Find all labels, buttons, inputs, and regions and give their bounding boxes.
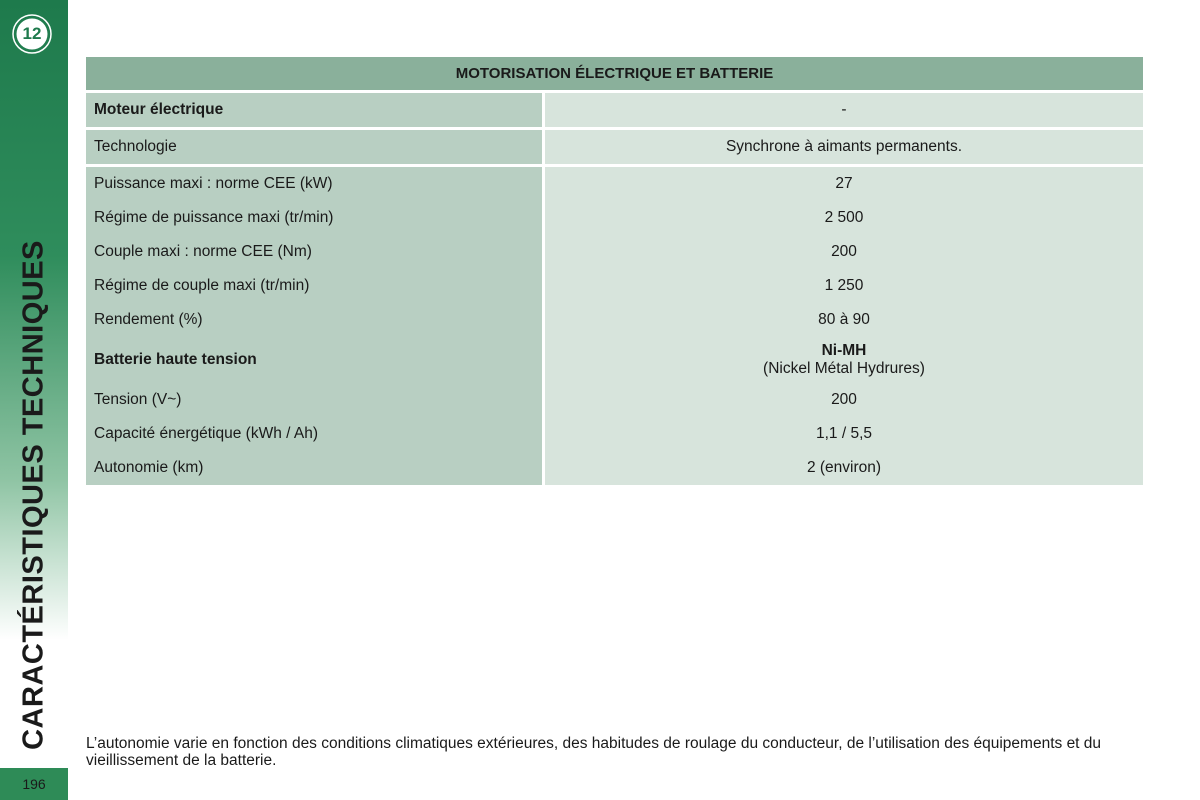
row-label: Technologie (86, 129, 544, 166)
table-row (86, 383, 1143, 417)
row-value: - (544, 92, 1144, 129)
footnote: L’autonomie varie en fonction des conditions climatiques extérieures, des habitudes de roulage du conducteur, de l’utilisation des équipements et du vieillissement de la batterie. (86, 735, 1102, 769)
row-value: 27 (544, 166, 1144, 202)
table-row (86, 417, 1143, 451)
row-value: 80 à 90 (544, 303, 1144, 337)
row-value-detail: (Nickel Métal Hydrures) (763, 360, 925, 377)
row-value: Ni-MH (821, 342, 867, 359)
row-value: 1,1 / 5,5 (544, 417, 1144, 451)
row-label: Couple maxi : norme CEE (Nm) (86, 235, 544, 269)
row-value: 200 (544, 383, 1144, 417)
row-value: Synchrone à aimants permanents. (544, 129, 1144, 166)
row-label: Rendement (%) (86, 303, 544, 337)
chapter-title: CARACTÉRISTIQUES TECHNIQUES (17, 240, 50, 750)
row-label: Capacité énergétique (kWh / Ah) (86, 417, 544, 451)
table-row (86, 235, 1143, 269)
row-value-multiline (544, 337, 1144, 383)
chapter-badge (12, 14, 52, 54)
page-number-box (0, 768, 68, 800)
row-value: 2 500 (544, 201, 1144, 235)
row-label: Tension (V~) (86, 383, 544, 417)
chapter-number: 12 (22, 24, 42, 43)
table-header-row (86, 57, 1143, 92)
table-row (86, 303, 1143, 337)
page-number: 196 (22, 776, 46, 792)
table-row (86, 269, 1143, 303)
table-row (86, 129, 1143, 166)
table-row (86, 92, 1143, 129)
table-row (86, 451, 1143, 485)
row-label: Batterie haute tension (86, 337, 544, 383)
row-label: Régime de couple maxi (tr/min) (86, 269, 544, 303)
row-label: Puissance maxi : norme CEE (kW) (86, 166, 544, 202)
table-row (86, 166, 1143, 202)
row-value: 1 250 (544, 269, 1144, 303)
table-row (86, 337, 1143, 383)
table-title: MOTORISATION ÉLECTRIQUE ET BATTERIE (86, 57, 1143, 92)
row-label: Autonomie (km) (86, 451, 544, 485)
row-value: 2 (environ) (544, 451, 1144, 485)
table-row (86, 201, 1143, 235)
row-value: 200 (544, 235, 1144, 269)
spec-table (86, 57, 1143, 485)
row-label: Régime de puissance maxi (tr/min) (86, 201, 544, 235)
row-label: Moteur électrique (86, 92, 544, 129)
